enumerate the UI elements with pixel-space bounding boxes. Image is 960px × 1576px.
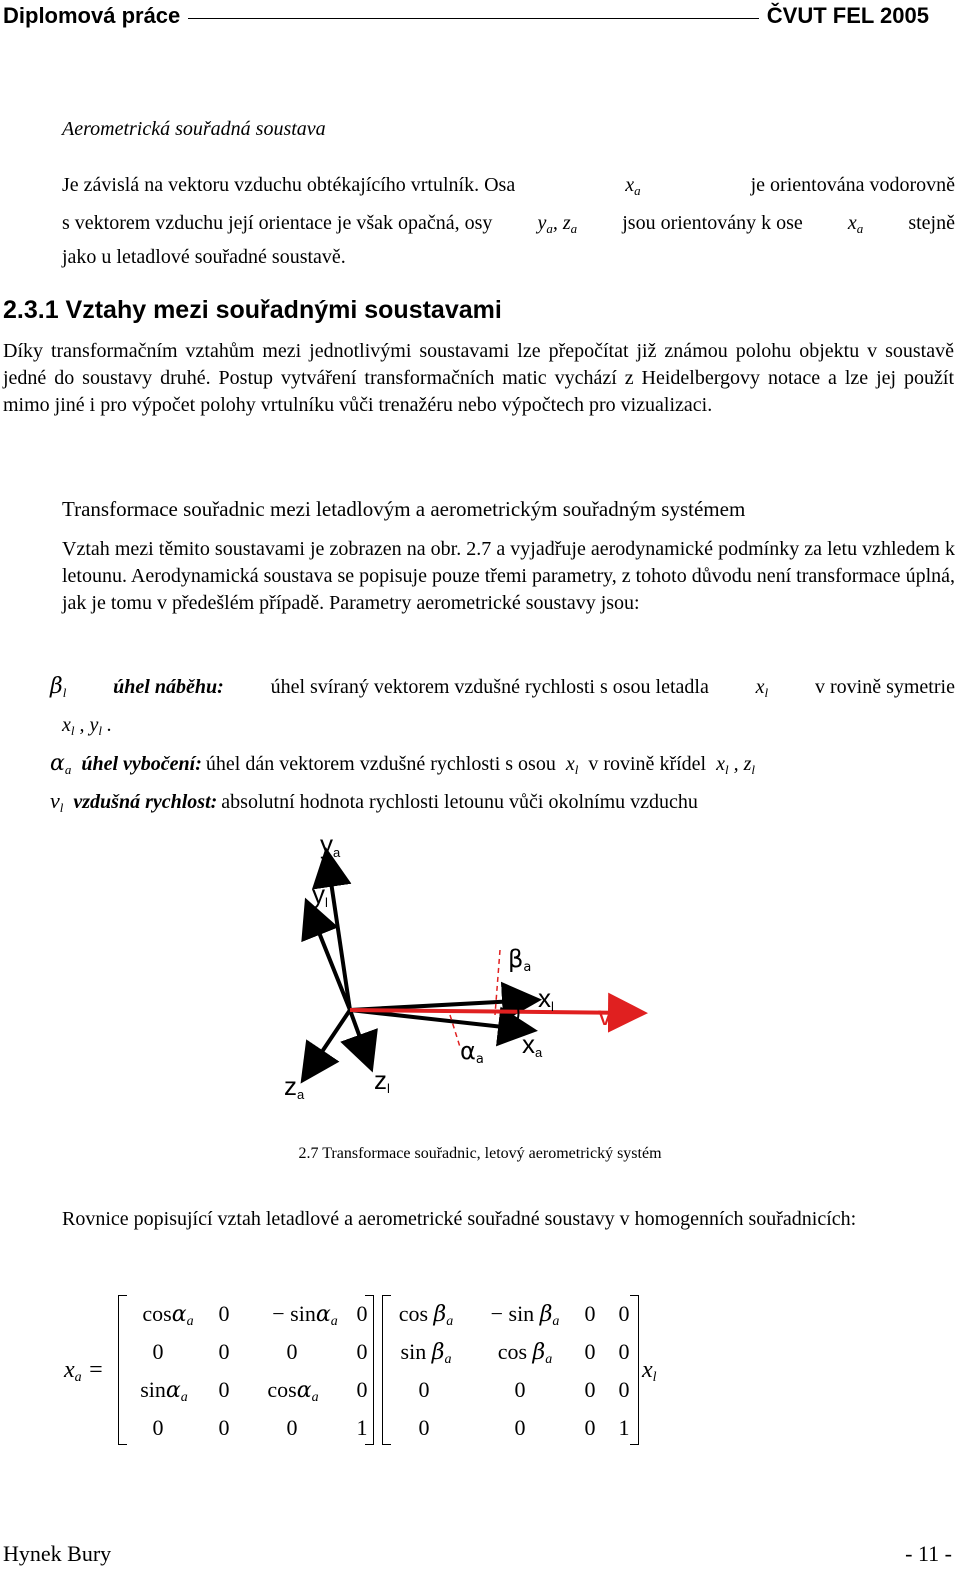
m1-r2c2: 0 (218, 1339, 230, 1364)
transform-title: Transformace souřadnic mezi letadlovým a aerometrickým souřadným systémem (62, 497, 746, 521)
label-v: v (598, 1000, 612, 1031)
symbol-vl: $v_l$ (50, 788, 64, 815)
param-beta-desc2: v rovině symetrie (815, 676, 955, 698)
aero-line2a: s vektorem vzduchu její orientace je však opačná, osy (62, 212, 493, 234)
param-v-desc: absolutní hodnota rychlosti letounu vůči okolnímu vzduchu (221, 791, 698, 813)
symbol-xl-yl: $x_l$ , $y_l$ . (62, 714, 113, 738)
label-zl: zl (374, 1065, 390, 1096)
m2-r2c2: $\cos \beta_a$ (497, 1339, 553, 1367)
m2-r1c2: − $\sin \beta_a$ (490, 1301, 560, 1329)
param-alpha-desc2: v rovině křídel (588, 753, 707, 775)
m1-r1c3: − sinα$_a$ (272, 1301, 338, 1329)
aero-title: Aerometrická souřadná soustava (62, 118, 326, 140)
footer-author: Hynek Bury (3, 1541, 112, 1566)
param-beta (50, 673, 955, 706)
label-za: za (284, 1071, 305, 1102)
label-beta: βa (508, 945, 532, 975)
symbol-alpha: $\alpha_a$ (50, 751, 72, 777)
footer-page-number: - 11 - (905, 1541, 952, 1566)
m1-r4c2: 0 (218, 1415, 230, 1440)
page-header (3, 3, 929, 29)
section-paragraph: Díky transformačním vztahům mezi jednotlivými soustavami lze přepočítat již známou polohu objektu v soustavě jedné do soustavy druhé. Postup vytváření transformačních matic vychází z Heidelbergovy notace a lze jej použít mimo jiné i pro výpočet polohy vrtulníku vůči trenažéru nebo výpočtech pro vizualizaci. (3, 340, 954, 416)
m1-r2c4: 0 (356, 1339, 368, 1364)
m1-r2c3: 0 (286, 1339, 298, 1364)
label-yl: yl (312, 879, 328, 910)
m1-r1c2: 0 (218, 1301, 230, 1326)
header-rule (188, 18, 759, 19)
za-axis (305, 1010, 350, 1077)
param-beta-term: úhel náběhu: (113, 676, 224, 698)
symbol-xa2: $x_a$ (847, 212, 864, 236)
header-title: Diplomová práce (3, 3, 181, 28)
m1-r1c1: cosα$_a$ (142, 1301, 194, 1329)
m1-r4c3: 0 (286, 1415, 298, 1440)
param-v-term: vzdušná rychlost: (73, 791, 218, 813)
m2-r4c3: 0 (584, 1415, 596, 1440)
m2-r3c1: 0 (418, 1377, 430, 1402)
aero-line1b: je orientována vodorovně (750, 174, 955, 196)
symbol-xl-zl: $x_l$ , $z_l$ (716, 753, 756, 777)
transform-paragraph: Vztah mezi těmito soustavami je zobrazen na obr. 2.7 a vyjadřuje aerodynamické podmínky za letu vzhledem k letounu. Aerodynamická soustava se popisuje pouze třemi parametry, z tohoto důvodu není transformace úplná, jak je tomu v předešlém případě. Parametry aerometrické soustavy jsou: (62, 538, 955, 614)
symbol-xa: $x_a$ (625, 174, 641, 198)
m1-r3c3: cosα$_a$ (267, 1377, 319, 1405)
m2-r4c2: 0 (514, 1415, 526, 1440)
m2-r4c1: 0 (418, 1415, 430, 1440)
symbol-ya-za: $y_a$, $z_a$ (537, 212, 578, 236)
aero-line2c: stejně (908, 212, 955, 234)
m1-r3c4: 0 (356, 1377, 368, 1402)
label-xl: xl (538, 983, 554, 1014)
header-institution: ČVUT FEL 2005 (766, 3, 929, 28)
param-alpha (50, 750, 755, 783)
matrix1-left-bracket (118, 1295, 127, 1445)
param-beta-desc: úhel svíraný vektorem vzdušné rychlosti s osou letadla (270, 676, 709, 698)
label-xa: xa (522, 1029, 543, 1060)
symbol-xl2: $x_l$ (565, 753, 579, 777)
equation-lhs: $x_a$ = (64, 1357, 104, 1385)
m1-r3c2: 0 (218, 1377, 230, 1402)
figure-caption: 2.7 Transformace souřadnic, letový aerometrický systém (298, 1145, 662, 1162)
aero-paragraph (62, 172, 955, 204)
section-title: 2.3.1 Vztahy mezi souřadnými soustavami (3, 296, 502, 324)
v-vector (350, 1010, 640, 1013)
m2-r2c4: 0 (618, 1339, 630, 1364)
m2-r3c3: 0 (584, 1377, 596, 1402)
m2-r3c4: 0 (618, 1377, 630, 1402)
param-v (50, 787, 698, 821)
m2-r3c2: 0 (514, 1377, 526, 1402)
m2-r1c3: 0 (584, 1301, 596, 1326)
m2-r1c1: $\cos \beta_a$ (398, 1301, 454, 1329)
beta-dash (495, 950, 500, 1015)
m2-r4c4: 1 (618, 1415, 630, 1440)
matrix-equation (0, 1295, 960, 1445)
param-alpha-term: úhel vybočení: (81, 753, 202, 775)
zl-axis (350, 1010, 370, 1065)
m1-r2c1: 0 (152, 1339, 164, 1364)
m1-r1c4: 0 (356, 1301, 368, 1326)
aero-line1a: Je závislá na vektoru vzduchu obtékajícího vrtulník. Osa (62, 174, 516, 196)
aero-line2 (62, 210, 955, 242)
equation-intro: Rovnice popisující vztah letadlové a aerometrické souřadné soustavy v homogenních souřadnicích: (62, 1208, 857, 1230)
m2-r1c4: 0 (618, 1301, 630, 1326)
m1-r4c1: 0 (152, 1415, 164, 1440)
equation-rhs: $x_l$ (642, 1357, 657, 1385)
m1-r3c1: sinα$_a$ (140, 1377, 188, 1405)
m2-r2c3: 0 (584, 1339, 596, 1364)
ya-axis (327, 855, 350, 1010)
label-ya: ya (320, 829, 341, 860)
aero-line3: jako u letadlové souřadné soustavě. (62, 246, 346, 268)
coordinate-figure (270, 825, 670, 1125)
param-alpha-desc: úhel dán vektorem vzdušné rychlosti s osou (205, 753, 556, 775)
symbol-xl: $x_l$ (755, 676, 769, 700)
m2-r2c1: $\sin \beta_a$ (400, 1339, 452, 1367)
label-alpha: αa (460, 1037, 484, 1067)
symbol-beta: $\beta_l$ (50, 674, 67, 700)
aero-line2b: jsou orientovány k ose (622, 212, 803, 234)
m1-r4c4: 1 (356, 1415, 368, 1440)
